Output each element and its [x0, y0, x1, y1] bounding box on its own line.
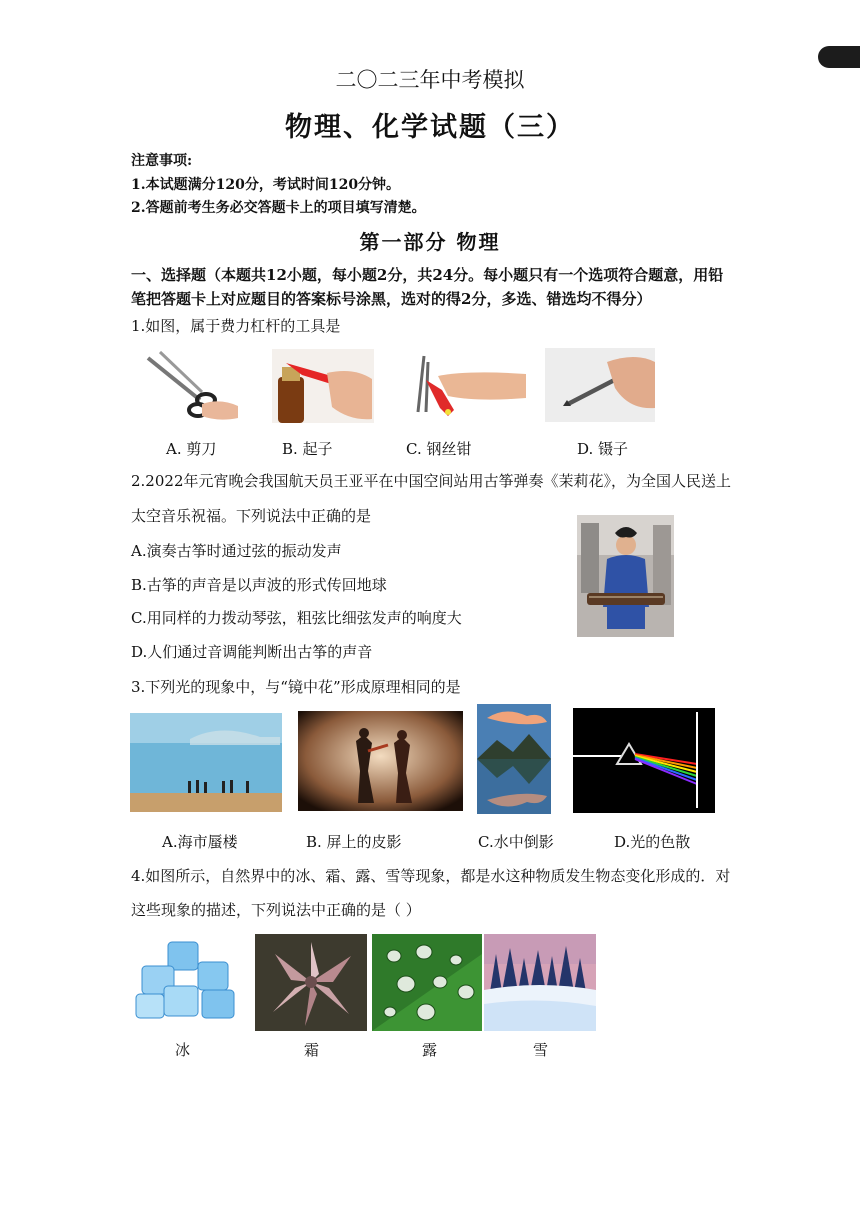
- q3-option-d: D.光的色散: [614, 833, 691, 851]
- q2-option-b: B.古筝的声音是以声波的形式传回地球: [131, 576, 387, 594]
- q2-option-c: C.用同样的力拨动琴弦，粗弦比细弦发声的响度大: [131, 609, 462, 627]
- q4-label-dew: 露: [422, 1041, 438, 1059]
- q4-stem-line-2: 这些现象的描述，下列说法中正确的是（ ）: [131, 901, 421, 919]
- q3-stem: 3.下列光的现象中，与“镜中花”形成原理相同的是: [131, 678, 461, 696]
- pliers-image: [408, 350, 528, 422]
- notes-heading: 注意事项:: [131, 153, 193, 169]
- instructions-line-2: 笔把答题卡上对应题目的答案标号涂黑，选对的得2分，多选、错选均不得分）: [131, 290, 652, 308]
- q2-option-d: D.人们通过音调能判断出古筝的声音: [131, 643, 373, 661]
- shadow-puppet-image: [298, 711, 463, 811]
- astronaut-guzheng-image: [577, 515, 674, 637]
- q1-stem: 1.如图，属于费力杠杆的工具是: [131, 317, 341, 335]
- q3-option-c: C.水中倒影: [478, 833, 554, 851]
- q3-option-b: B. 屏上的皮影: [306, 833, 402, 851]
- q1-option-b: B. 起子: [282, 440, 333, 458]
- instructions-line-1: 一、选择题（本题共12小题，每小题2分，共24分。每小题只有一个选项符合题意，用铅: [131, 266, 724, 284]
- q4-stem-line-1: 4.如图所示，自然界中的冰、霜、露、雪等现象，都是水这种物质发生物态变化形成的．对: [131, 867, 731, 885]
- bottle-opener-image: [272, 349, 374, 423]
- q2-option-a: A.演奏古筝时通过弦的振动发声: [131, 542, 342, 560]
- q1-option-a: A. 剪刀: [166, 440, 217, 458]
- q4-label-snow: 雪: [533, 1041, 549, 1059]
- frost-image: [255, 934, 367, 1031]
- q1-option-c: C. 钢丝钳: [406, 440, 472, 458]
- q4-label-frost: 霜: [304, 1041, 320, 1059]
- tweezers-image: [545, 348, 655, 422]
- q2-stem-line-1: 2.2022年元宵晚会我国航天员王亚平在中国空间站用古筝弹奏《茉莉花》，为全国人民送上: [131, 472, 731, 490]
- ice-image: [134, 936, 244, 1024]
- q3-option-a: A.海市蜃楼: [162, 833, 238, 851]
- water-reflection-image: [477, 704, 551, 814]
- light-dispersion-image: [573, 708, 715, 813]
- q2-stem-line-2: 太空音乐祝福。下列说法中正确的是: [131, 507, 372, 525]
- q4-label-ice: 冰: [175, 1041, 191, 1059]
- dew-image: [372, 934, 482, 1031]
- snow-image: [484, 934, 596, 1031]
- note-item-2: 2.答题前考生务必交答题卡上的项目填写清楚。: [131, 200, 426, 216]
- section-title: 第一部分 物理: [359, 230, 501, 254]
- exam-title: 物理、化学试题（三）: [285, 112, 575, 143]
- q1-option-d: D. 镊子: [577, 440, 629, 458]
- note-item-1: 1.本试题满分120分，考试时间120分钟。: [131, 177, 401, 193]
- scissors-image: [140, 348, 242, 424]
- exam-subtitle: 二〇二三年中考模拟: [335, 68, 525, 92]
- mirage-image: [130, 713, 282, 812]
